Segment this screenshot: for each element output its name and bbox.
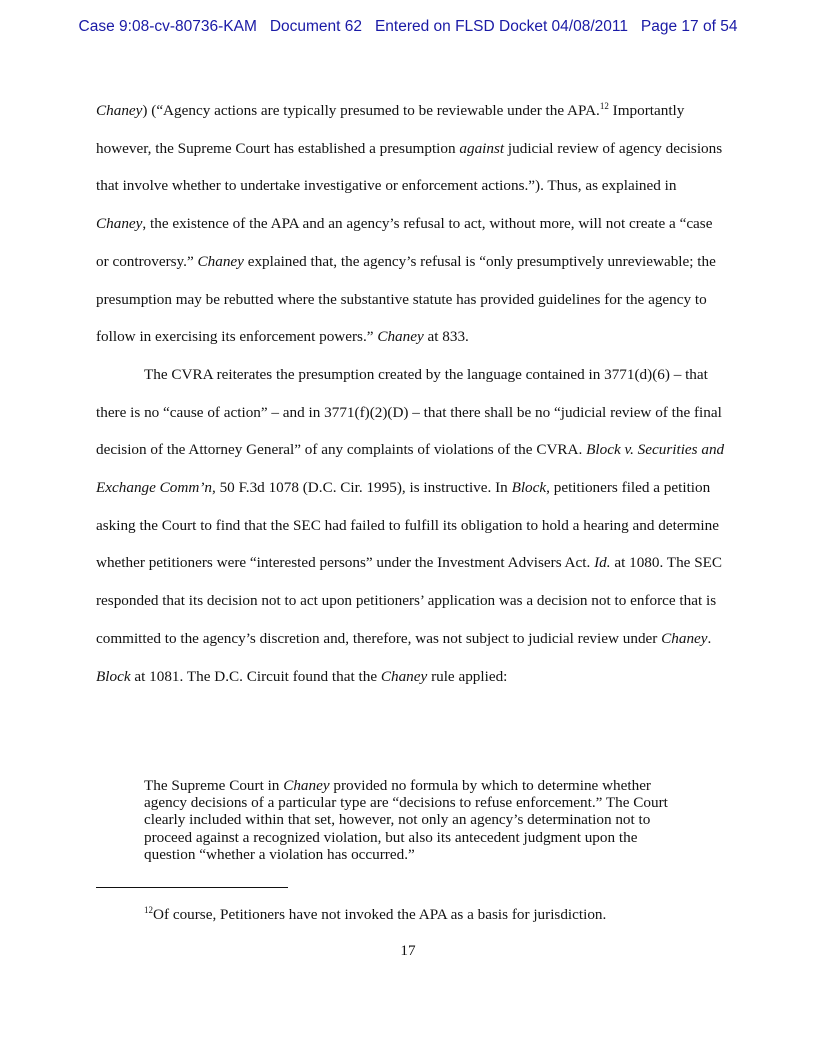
document-number: Document 62 [269,18,363,35]
page-number: 17 [400,942,416,959]
text-run: judicial review of agency decisions that involve whether to undertake investigative or enforcement actions.”). Thus, as explained in [96,139,723,195]
text-run: The Supreme Court in [144,777,284,794]
case-citation: Chaney [283,777,330,794]
text-run: , 50 F.3d 1078 (D.C. Cir. 1995), is instructive. In [211,479,512,497]
text-run: , the existence of the APA and an agency’s refusal to act, without more, will not create a “case or controversy.” [96,215,713,270]
text-run: Importantly however, the Supreme Court has established a presumption [96,102,685,157]
paragraph-2 [96,356,726,695]
text-run: , petitioners filed a petition asking the Court to find that the SEC had failed to fulfill its obligation to hold a hearing and determine whether petitioners were “interested persons” under the Investment Advisers Act. [96,479,719,572]
entered-date: Entered on FLSD Docket 04/08/2011 [374,18,628,35]
text-run: at 833. [423,328,469,346]
text-run: at 1080. The SEC responded that its decision not to act upon petitioners’ application was a decision not to enforce that is committed to the agency’s discretion and, therefore, was not subject to judicial review under [96,554,723,647]
case-citation: Chaney [96,215,143,233]
paragraph-1 [96,92,726,356]
text-run: provided no formula by which to determine whether agency decisions of a particular type are “decisions to refuse enforcement.” The Court clearly included within that set, however, not only an agency’s determination not to proceed against a recognized violation, but also its antecedent judgment upon the question “whether a violation has occurred.” [144,777,668,863]
footnote-text: Of course, Petitioners have not invoked the APA as a basis for jurisdiction. [153,906,607,923]
page-indicator: Page 17 of 54 [640,18,738,35]
emphasis: against [459,139,505,157]
text-run: The CVRA reiterates the presumption created by the language contained in 3771(d)(6) – that there is no “cause of action” – and in 3771(f)(2)(D) – that there shall be no “judicial review of the final decision of the Attorney General” of any complaints of violations of the CVRA. [96,365,722,459]
footnote-number: 12 [144,905,153,915]
footnote [144,906,744,924]
footnote-divider [96,887,288,888]
body-text [96,92,726,695]
case-citation: Chaney [197,252,244,270]
text-run: . [707,629,712,647]
case-citation: Chaney [96,102,143,119]
text-run: ) (“Agency actions are typically presumed to be reviewable under the APA. [142,102,600,119]
case-citation: Chaney [661,629,708,647]
text-run: explained that, the agency’s refusal is “only presumptively unreviewable; the presumption may be rebutted where the substantive statute has provided guidelines for the agency to follow in exercising its enforcement powers.” [96,252,716,346]
block-quote [144,777,684,863]
docket-header [0,18,816,36]
footnote-reference: 12 [599,101,609,111]
case-citation: Block [96,667,131,685]
case-citation: Chaney [380,667,428,685]
case-citation: Block [511,479,547,497]
text-run: at 1081. The D.C. Circuit found that the [130,667,381,685]
case-number: Case 9:08-cv-80736-KAM [78,18,257,35]
case-citation: Chaney [377,328,424,346]
text-run: rule applied: [427,667,508,685]
case-citation: Block v. Securities and Exchange Comm’n [96,441,725,497]
case-citation: Id. [594,554,611,572]
